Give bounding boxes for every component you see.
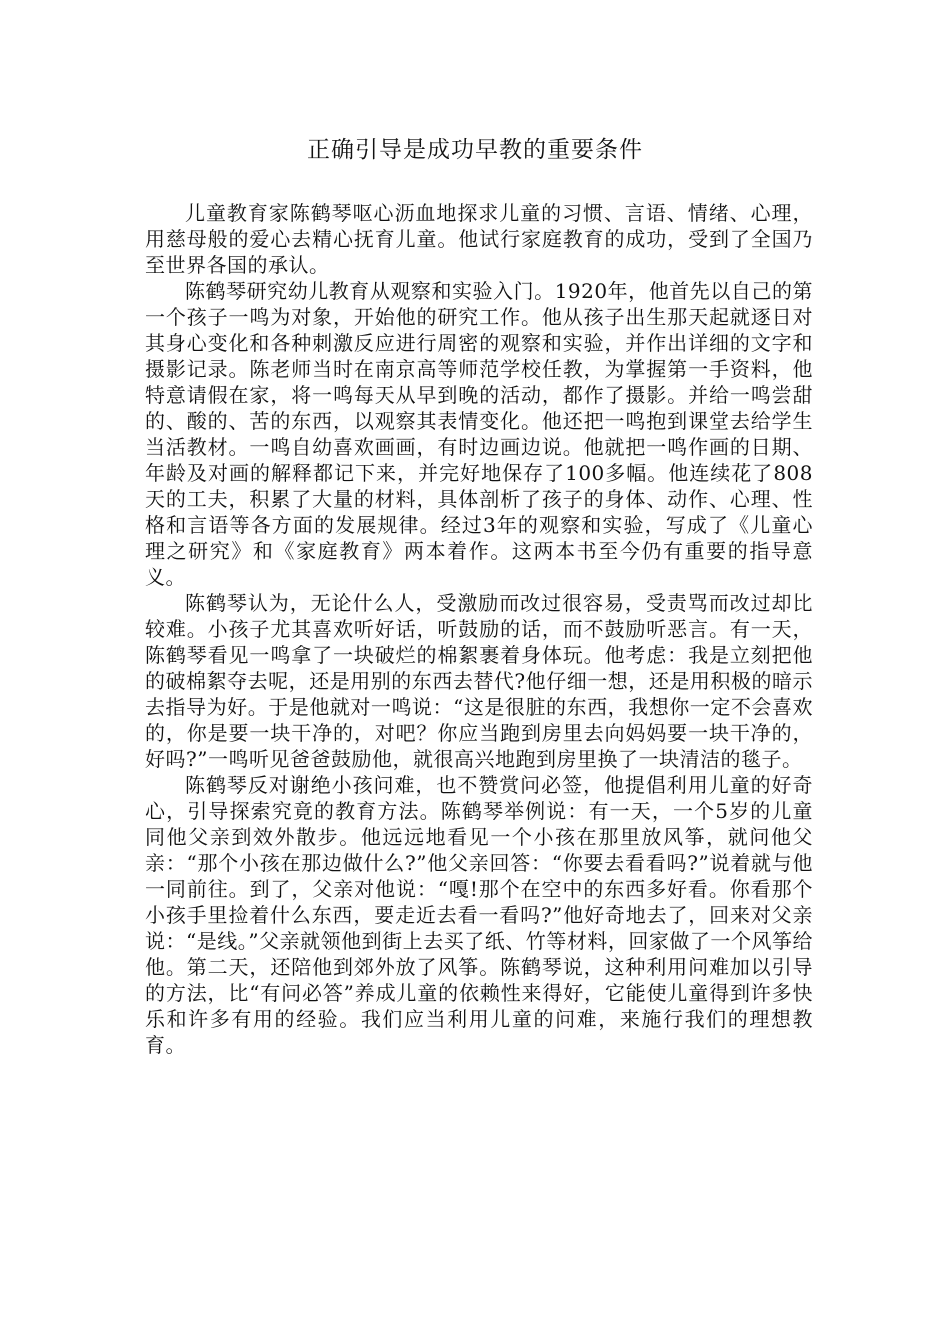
paragraph-3: 陈鹤琴认为，无论什么人，受激励而改过很容易，受责骂而改过却比较难。小孩子尤其喜欢听好话，听鼓励的话，而不鼓励听恶言。有一天，陈鹤琴看见一鸣拿了一块破烂的棉絮裹着身体玩。他考虑：我是立刻把他的破棉絮夺去呢，还是用别的东西去替代?他仔细一想，还是用积极的暗示去指导为好。于是他就对一鸣说：“这是很脏的东西，我想你一定不会喜欢的，你是要一块干净的，对吧？你应当跑到房里去向妈妈要一块干净的，好吗?”一鸣听见爸爸鼓励他，就很高兴地跑到房里换了一块清洁的毯子。 xyxy=(145,591,813,771)
paragraph-4: 陈鹤琴反对谢绝小孩问难，也不赞赏问必签，他提倡利用儿童的好奇心，引导探索究竟的教育方法。陈鹤琴举例说：有一天，一个5岁的儿童同他父亲到效外散步。他远远地看见一个小孩在那里放风筝，就问他父亲：“那个小孩在那边做什么?”他父亲回答：“你要去看看吗?”说着就与他一同前往。到了，父亲对他说：“嘎!那个在空中的东西多好看。你看那个小孩手里捡着什么东西，要走近去看一看吗?”他好奇地去了，回来对父亲说：“是线。”父亲就领他到街上去买了纸、竹等材料，回家做了一个风筝给他。第二天，还陪他到郊外放了风筝。陈鹤琴说，这种利用问难加以引导的方法，比“有问必答”养成儿童的依赖性来得好，它能使儿童得到许多快乐和许多有用的经验。我们应当利用儿童的问难，来施行我们的理想教育。 xyxy=(145,773,813,1057)
document-body xyxy=(145,200,813,1058)
page-title: 正确引导是成功早教的重要条件 xyxy=(307,137,643,163)
paragraph-2: 陈鹤琴研究幼儿教育从观察和实验入门。1920年，他首先以自己的第一个孩子一鸣为对象，开始他的研究工作。他从孩子出生那天起就逐日对其身心变化和各种刺激反应进行周密的观察和实验，并作出详细的文字和摄影记录。陈老师当时在南京高等师范学校任教，为掌握第一手资料，他特意请假在家，将一鸣每天从早到晚的活动，都作了摄影。并给一鸣尝甜的、酸的、苦的东西，以观察其表情变化。他还把一鸣抱到课堂去给学生当活教材。一鸣自幼喜欢画画，有时边画边说。他就把一鸣作画的日期、年龄及对画的解释都记下来，并完好地保存了100多幅。他连续花了808天的工夫，积累了大量的材料，具体剖析了孩子的身体、动作、心理、性格和言语等各方面的发展规律。经过3年的观察和实验，写成了《儿童心理之研究》和《家庭教育》两本着作。这两本书至今仍有重要的指导意义。 xyxy=(145,279,813,589)
paragraph-1: 儿童教育家陈鹤琴呕心沥血地探求儿童的习惯、言语、情绪、心理，用慈母般的爱心去精心抚育儿童。他试行家庭教育的成功，受到了全国乃至世界各国的承认。 xyxy=(145,201,813,277)
